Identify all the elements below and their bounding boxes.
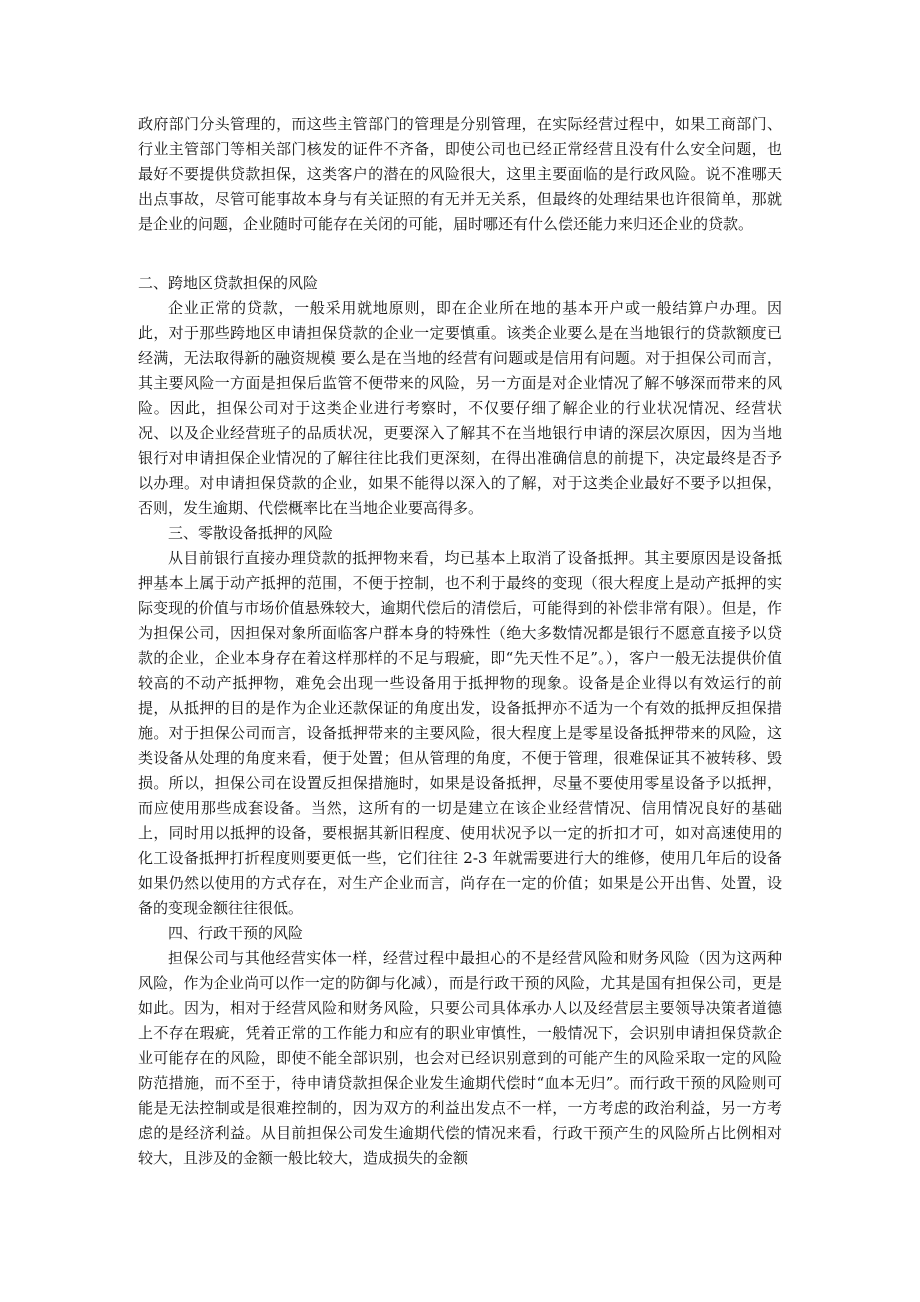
paragraph-administrative-intervention: 担保公司与其他经营实体一样，经营过程中最担心的不是经营风险和财务风险（因为这两种风险，作为企业尚可以作一定的防御与化减），而是行政干预的风险，尤其是国有担保公司，更是如此。因为，相对于经营风险和财务风险，只要公司具体承办人以及经营层主要领导决策者道德上不存在瑕疵，凭着正常的工作能力和应有的职业审慎性，一般情况下，会识别申请担保贷款企业可能存在的风险，即使不能全部识别，也会对已经识别意到的可能产生的风险采取一定的风险防范措施，而不至于，待申请贷款担保企业发生逾期代偿时“血本无归”。而行政干预的风险则可能是无法控制或是很难控制的，因为双方的利益出发点不一样，一方考虑的政治利益，另一方考虑的是经济利益。从目前担保公司发生逾期代偿的情况来看，行政干预产生的风险所占比例相对较大，且涉及的金额一般比较大，造成损失的金额 xyxy=(138,949,782,1167)
paragraph-gap xyxy=(138,237,782,271)
section-heading-administrative-intervention: 四、行政干预的风险 xyxy=(168,924,304,942)
paragraph-administrative-risk-continued: 政府部门分头管理的，而这些主管部门的管理是分别管理，在实际经营过程中，如果工商部门、行业主管部门等相关部门核发的证件不齐备，即使公司也已经正常经营且没有什么安全问题，也最好不要提供贷款担保，这类客户的潜在的风险很大，这里主要面临的是行政风险。说不准哪天出点事故，尽管可能事故本身与有关证照的有无并无关系，但最终的处理结果也许很简单，那就是企业的问题，企业随时可能存在关闭的可能，届时哪还有什么偿还能力来归还企业的贷款。 xyxy=(138,115,782,233)
document-page xyxy=(138,112,782,1171)
section-heading-cross-region: 二、跨地区贷款担保的风险 xyxy=(138,274,319,292)
paragraph-cross-region: 企业正常的贷款，一般采用就地原则，即在企业所在地的基本开户或一般结算户办理。因此，对于那些跨地区申请担保贷款的企业一定要慎重。该类企业要么是在当地银行的贷款额度已经满，无法取得新的融资规模 要么是在当地的经营有问题或是信用有问题。对于担保公司而言，其主要风险一方面是担保后监管不便带来的风险，另一方面是对企业情况了解不够深而带来的风险。因此，担保公司对于这类企业进行考察时，不仅要仔细了解企业的行业状况情况、经营状况、以及企业经营班子的品质状况，更要深入了解其不在当地银行申请的深层次原因，因为当地银行对申请担保企业情况的了解往往比我们更深刻，在得出准确信息的前提下，决定最终是否予以办理。对申请担保贷款的企业，如果不能得以深入的了解，对于这类企业最好不要予以担保，否则，发生逾期、代偿概率比在当地企业要高得多。 xyxy=(138,299,782,517)
section-heading-equipment-mortgage: 三、零散设备抵押的风险 xyxy=(168,524,334,542)
paragraph-equipment-mortgage: 从目前银行直接办理贷款的抵押物来看，均已基本上取消了设备抵押。其主要原因是设备抵押基本上属于动产抵押的范围，不便于控制，也不利于最终的变现（很大程度上是动产抵押的实际变现的价值与市场价值悬殊较大，逾期代偿后的清偿后，可能得到的补偿非常有限）。但是，作为担保公司，因担保对象所面临客户群本身的特殊性（绝大多数情况都是银行不愿意直接予以贷款的企业，企业本身存在着这样那样的不足与瑕疵，即“先天性不足”。），客户一般无法提供价值较高的不动产抵押物，难免会出现一些设备用于抵押物的现象。设备是企业得以有效运行的前提，从抵押的目的是作为企业还款保证的角度出发，设备抵押亦不适为一个有效的抵押反担保措施。对于担保公司而言，设备抵押带来的主要风险，很大程度上是零星设备抵押带来的风险，这类设备从处理的角度来看，便于处置；但从管理的角度，不便于管理，很难保证其不被转移、毁损。所以，担保公司在设置反担保措施时，如果是设备抵押，尽量不要使用零星设备予以抵押，而应使用那些成套设备。当然，这所有的一切是建立在该企业经营情况、信用情况良好的基础上，同时用以抵押的设备，要根据其新旧程度、使用状况予以一定的折扣才可，如对高速使用的化工设备抵押打折程度则要更低一些，它们往往 2-3 年就需要进行大的维修，使用几年后的设备如果仍然以使用的方式存在，对生产企业而言，尚存在一定的价值；如果是公开出售、处置，设备的变现金额往往很低。 xyxy=(138,549,782,917)
